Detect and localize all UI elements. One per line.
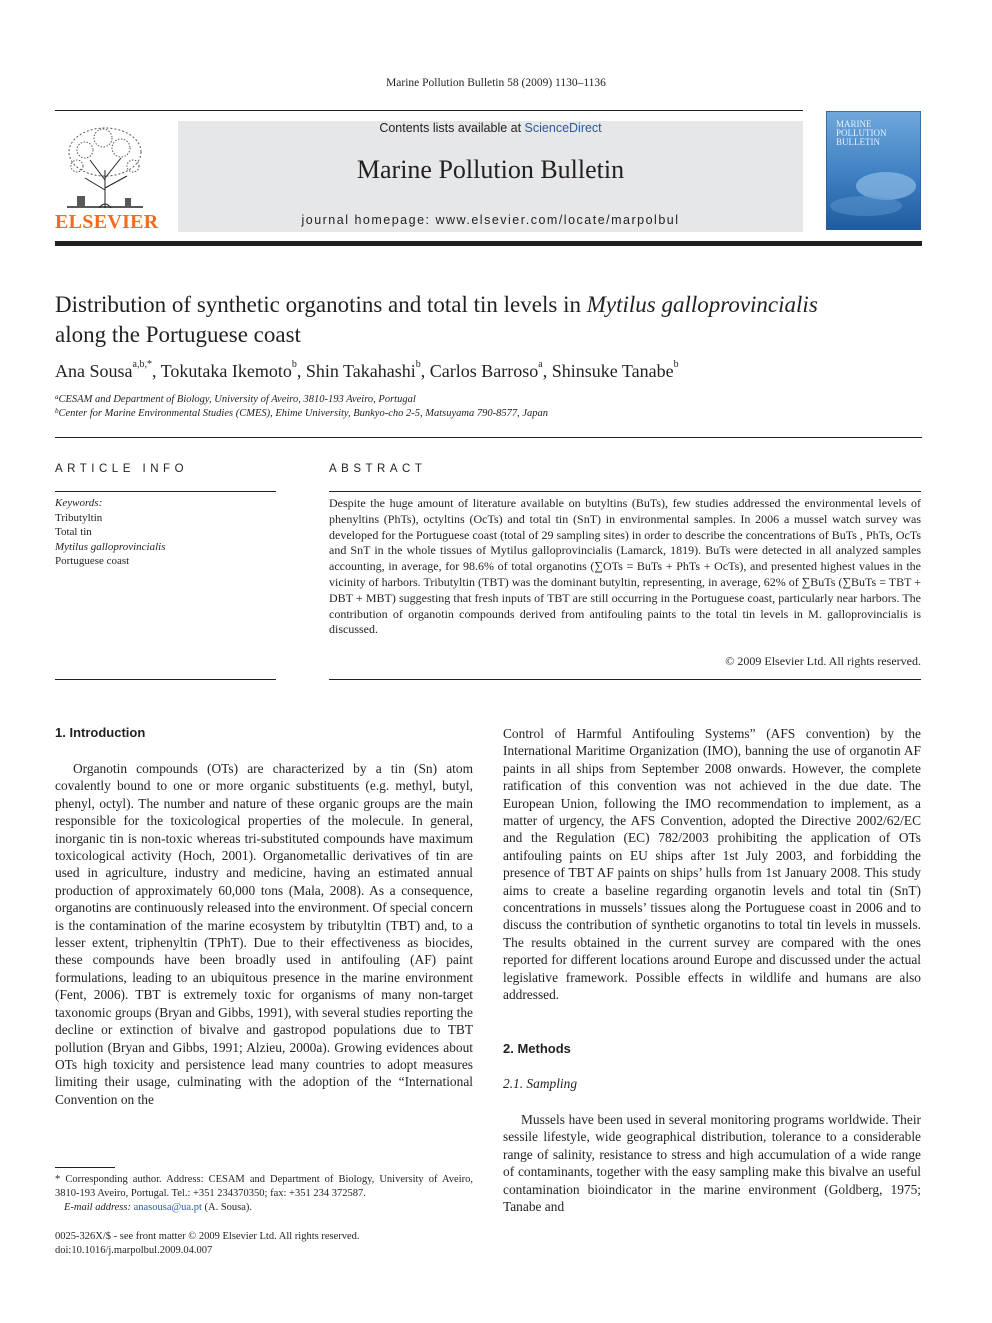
intro-paragraph: Organotin compounds (OTs) are characterized by a tin (Sn) atom covalently bound to one or more organic substituents (e.g. methyl, butyl, phenyl, octyl). The number and nature of these organic groups are the main responsible for the toxicological properties of the molecule. In general, inorganic tin is non-toxic whereas tri-substituted compounds have maximum toxicological activity (Hoch, 2001). Organometallic derivatives of tin are used in agriculture, industry and medicine, having an estimated annual production of approximately 60,000 tons (Mala, 2008). As a consequence, organotins are continuously released into the environment. Of special concern is the contamination of the marine ecosystem by tributyltin (TBT) and, to a lesser extent, triphenyltin (TPhT). Due to their effectiveness as biocides, these compounds have been broadly used in antifouling (AF) paint formulations, leading to an ubiquitous presence in the marine environment (Fent, 2006). TBT is extremely toxic for organisms of many non-target taxonomic groups (Bryan and Gibbs, 1991), with several studies reporting the decline or extinction of bivalve and gastropod populations due to TBT pollution (Bryan and Gibbs, 1991; Alzieu, 2000a). Growing evidences about OTs high toxicity and persistence lead many countries to adopt measures limiting their usage, culminating with the adoption of the “International Convention on the	[55, 761, 473, 1107]
keyword: Mytilus galloprovincialis	[55, 540, 166, 553]
abstract-rule	[329, 491, 921, 492]
author-affiliation-marker: b	[673, 359, 679, 370]
title-text: Distribution of synthetic organotins and total tin levels in	[55, 292, 587, 317]
title-text-end: along the Portuguese coast	[55, 322, 301, 347]
keyword: Tributyltin	[55, 512, 103, 524]
title-species: Mytilus galloprovincialis	[586, 292, 818, 317]
header-rule	[55, 110, 803, 111]
section-heading-introduction: 1. Introduction	[55, 725, 146, 740]
keyword: Portuguese coast	[55, 554, 130, 567]
affiliation-marker: b	[55, 407, 59, 415]
journal-title: Marine Pollution Bulletin	[356, 155, 625, 184]
keywords-label: Keywords:	[55, 497, 103, 509]
subsection-heading-sampling: 2.1. Sampling	[503, 1076, 578, 1091]
sampling-paragraph: Mussels have been used in several monitoring programs worldwide. Their sessile lifestyle, wide geographical distribution, tolerance to a considerable range of salinity, resistance to stress and high accumulation of a wide range of contaminants, together with the easy sampling make this bivalve an useful contamination bioindicator in the marine environment (Goldberg, 1975; Tanabe and	[503, 1112, 921, 1215]
article-title	[55, 290, 835, 350]
journal-homepage[interactable]: journal homepage: www.elsevier.com/locate/marpolbul	[301, 213, 680, 227]
introduction-column	[55, 760, 473, 1108]
article-info-heading: ARTICLE INFO	[55, 463, 189, 475]
keywords-list	[55, 511, 166, 568]
journal-reference: Marine Pollution Bulletin 58 (2009) 1130–1136	[386, 77, 606, 89]
footnote-marker: *	[55, 1174, 61, 1185]
section-heading-methods: 2. Methods	[503, 1041, 571, 1056]
header-thick-rule	[55, 241, 922, 246]
author-affiliation-marker: b	[291, 359, 297, 370]
footnote-rule	[55, 1167, 115, 1168]
svg-text:BULLETIN: BULLETIN	[836, 137, 880, 147]
author-name[interactable]: Carlos Barroso	[429, 361, 539, 381]
doi-line[interactable]: doi:10.1016/j.marpolbul.2009.04.007	[55, 1245, 213, 1256]
keyword: Total tin	[55, 526, 92, 539]
affiliation-text: Center for Marine Environmental Studies (CMES), Ehime University, Bunkyo-cho 2-5, Matsuyama 790-8577, Japan	[58, 408, 549, 419]
issn-line: 0025-326X/$ - see front matter © 2009 Elsevier Ltd. All rights reserved.	[55, 1231, 360, 1242]
abstract-bottom-rule	[329, 679, 921, 680]
sciencedirect-link[interactable]: ScienceDirect	[524, 121, 602, 135]
email-link[interactable]: anasousa@ua.pt	[133, 1202, 202, 1213]
author-name[interactable]: Tokutaka Ikemoto	[160, 361, 292, 381]
corresponding-author-footnote	[55, 1173, 473, 1201]
footnote-text: Corresponding author. Address: CESAM and Department of Biology, University of Aveiro, 3810-193 Aveiro, Portugal. Tel.: +351 234370350; fax: +351 234 372587.	[55, 1174, 473, 1199]
journal-cover-image	[826, 111, 921, 230]
author-list: Ana Sousa$^{a,b,*}$, Tokutaka Ikemoto$^b$, Shin Takahashi$^b$, Carlos Barroso$^a$, Shinsuke Tanabe$^b$	[55, 359, 679, 381]
contents-line	[178, 121, 803, 135]
email-label: E-mail address:	[64, 1202, 131, 1213]
affiliation	[55, 394, 416, 405]
article-info-rule	[55, 491, 276, 492]
sampling-column	[503, 1111, 921, 1215]
right-column-text	[503, 725, 921, 1004]
email-footnote	[64, 1201, 252, 1215]
author-affiliation-marker: a	[538, 359, 543, 370]
abstract-text: Despite the huge amount of literature available on butyltins (BuTs), few studies addressed the environmental levels of phenyltins (PhTs), octyltins (OcTs) and total tin (SnT) in environmental samples. In 2006 a mussel watch survey was developed for the Portuguese coast (total of 29 sampling sites) in order to describe the concentrations of BuTs , PhTs, OcTs and SnT in the whole tissues of Mytilus galloprovincialis (Lamarck, 1819). BuTs were detected in all analyzed samples accounting, in average, for 98.6% of total organotins (∑OTs = BuTs + PhTs + OcTs), and presented highest values in the vicinity of harbors. Tributyltin (TBT) was the dominant butyltin, representing, in average, 62% of ∑BuTs (∑BuTs = TBT + DBT + MBT) suggesting that fresh inputs of TBT are still occurring in the Portuguese coast, particularly near harbors. The contribution of organotin compounds derived from antifouling paints to the total tin levels in M. galloprovincialis is discussed.	[329, 496, 921, 637]
section-rule	[55, 437, 922, 438]
abstract-heading: ABSTRACT	[329, 463, 427, 475]
author-name[interactable]: Ana Sousa	[55, 361, 133, 381]
article-info-bottom-rule	[55, 679, 276, 680]
author-name[interactable]: Shin Takahashi	[305, 361, 416, 381]
author-affiliation-marker: b	[415, 359, 421, 370]
author-affiliation-marker: a,b,*	[132, 359, 152, 370]
contents-prefix: Contents lists available at	[379, 121, 525, 135]
affiliation	[55, 408, 548, 419]
abstract-copyright: © 2009 Elsevier Ltd. All rights reserved.	[725, 654, 921, 668]
page-footer	[55, 1230, 360, 1258]
intro-paragraph-continued: Control of Harmful Antifouling Systems” (AFS convention) by the International Maritime Organization (IMO), banning the use of organotin AF paints in all ships from September 2008 onwards. However, the complete ratification of this convention was not achieved in the due date. The European Union, following the IMO recommendation to implement, as a matter of urgency, the AFS Convention, adopted the Directive 2002/62/EC and the Regulation (EC) 782/2003 prohibiting the application of OTs antifouling paints on EU ships after 1st July 2003, and forbidding the presence of TBT AF paints on ships’ hulls from 1st January 2008. This study aims to create a baseline regarding organotin levels and total tin (SnT) concentrations in mussels’ tissues along the Portuguese coast in 2006 and to discuss the contribution of synthetic organotins to total tin levels in mussels. The results obtained in the current survey are compared with the ones reported for different locations around Europe and discussed under the actual legislative framework. Possible effects in wildlife and humans are also addressed.	[503, 726, 921, 1003]
elsevier-wordmark: ELSEVIER	[55, 211, 159, 233]
svg-text:POLLUTION: POLLUTION	[836, 128, 887, 138]
affiliation-text: CESAM and Department of Biology, University of Aveiro, 3810-193 Aveiro, Portugal	[58, 394, 416, 405]
author-name[interactable]: Shinsuke Tanabe	[551, 361, 674, 381]
svg-text:MARINE: MARINE	[836, 119, 872, 129]
email-suffix: (A. Sousa).	[201, 1202, 253, 1213]
affiliation-marker: a	[55, 393, 59, 401]
